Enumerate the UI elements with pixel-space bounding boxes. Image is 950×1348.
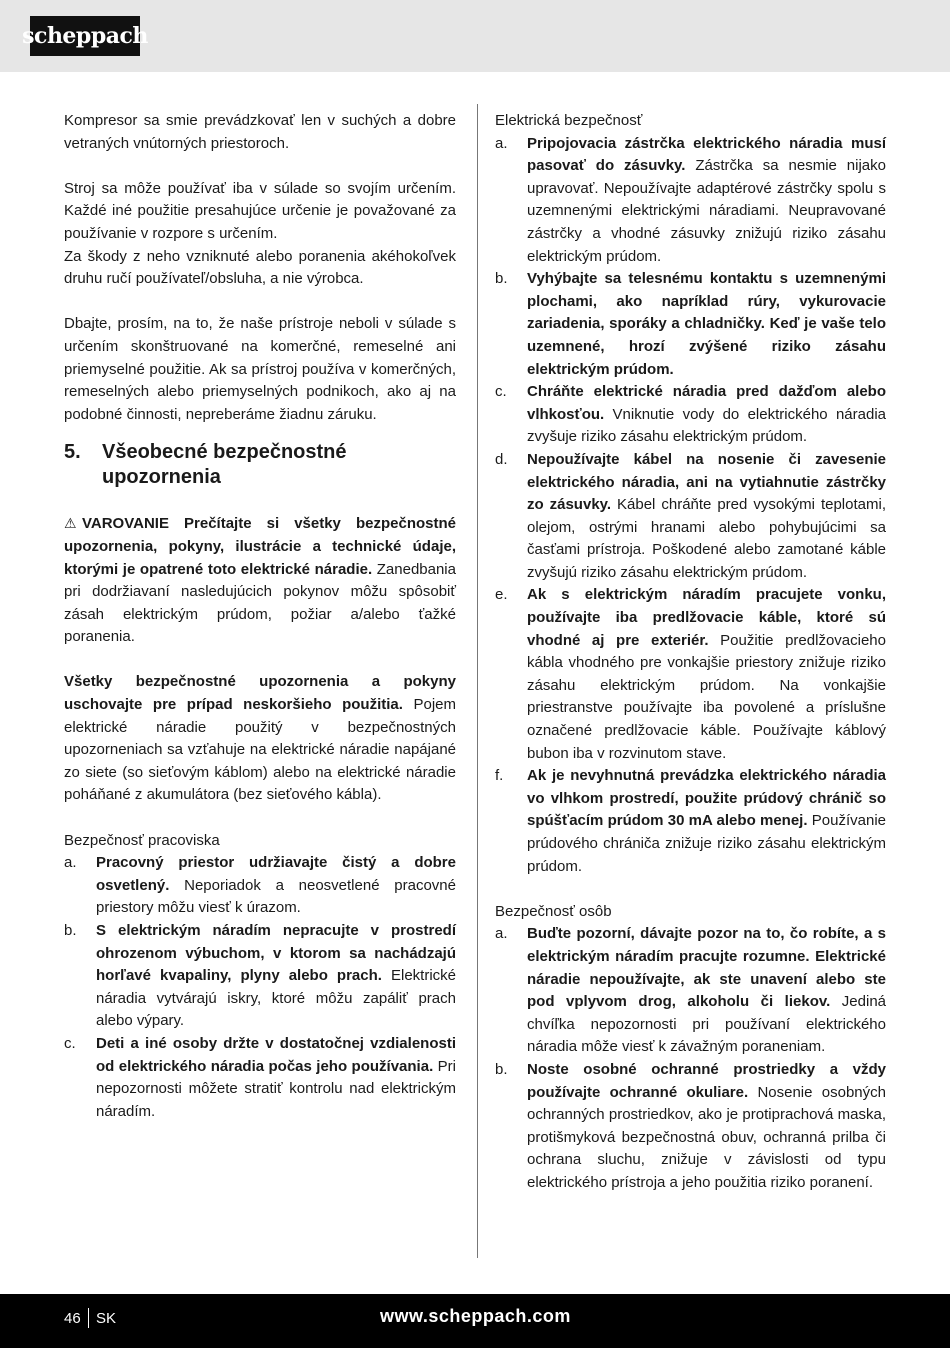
footer-band (0, 1294, 950, 1348)
list-item-bold: Nepoužívajte kábel na nosenie či zavesenie elektrického náradia, ani na vytiahnutie zástrčky zo zásuvky. (527, 450, 886, 514)
paragraph-intended-use: Stroj sa môže používať iba v súlade so svojím určením. Každé iné použitie presahujúce určenie je považované za používanie v rozpore s určením. (64, 179, 456, 242)
list-item-letter: b. (495, 270, 508, 288)
workplace-safety-list (64, 852, 456, 1123)
list-item (495, 923, 886, 1059)
header-band (0, 0, 950, 72)
warning-triangle-icon: ⚠ (64, 515, 77, 532)
electrical-safety-list (495, 133, 886, 879)
list-item-letter: e. (495, 586, 508, 604)
list-item-letter: a. (64, 854, 77, 872)
personal-safety-heading: Bezpečnosť osôb (495, 902, 612, 920)
right-column (495, 110, 886, 1195)
list-item-text: Neporiadok a neosvetlené pracovné priestory môžu viesť k úrazom. (96, 876, 456, 917)
list-item (495, 584, 886, 765)
personal-safety-list (495, 923, 886, 1194)
list-item (495, 381, 886, 449)
list-item-bold: S elektrickým náradím nepracujte v prostredí ohrozenom výbuchom, v ktorom sa nachádzajú horľavé kvapaliny, plyny alebo prach. (96, 922, 456, 985)
list-item-text: Nosenie osobných ochranných prostriedkov, ako je protiprachová maska, protišmyková bezpečnostná obuv, ochranná prilba či ochrana sluchu, znižuje v závislosti od typu elektrického prístroja a jeho použitia riziko poranení. (527, 1083, 886, 1191)
paragraph-indoor-use: Kompresor sa smie prevádzkovať len v suchých a dobre vetraných vnútorných priestoroch. (64, 112, 456, 152)
list-item (495, 268, 886, 381)
list-item-letter: f. (495, 767, 504, 785)
list-item-text: Kábel chráňte pred vysokými teplotami, olejom, ostrými hranami alebo pohybujúcimi sa časťami prístroja. Poškodené alebo zamotané káble zvyšujú riziko zásahu elektrickým prúdom. (527, 496, 886, 581)
section-number: 5. (64, 441, 81, 464)
paragraph-commercial-use: Dbajte, prosím, na to, že naše prístroje neboli v súlade s určením skonštruované na komerčné, remeselné ani priemyselné použitie. Ak sa prístroj používa v komerčných, remeselných alebo priemyselných podnikoch, ako aj na podobné činnosti, nepreberáme žiadnu záruku. (64, 315, 456, 423)
scheppach-logo: scheppach (30, 16, 140, 56)
list-item-bold: Vyhýbajte sa telesnému kontaktu s uzemnenými plochami, ako napríklad rúry, vykurovacie zariadenia, sporáky a chladničky. Keď je vaše telo uzemnené, hrozí zvýšené riziko zásahu elektrickým prúdom. (527, 270, 886, 378)
list-item-bold: Noste osobné ochranné prostriedky a vždy používajte ochranné okuliare. (527, 1060, 886, 1101)
section-heading (64, 440, 456, 490)
list-item (495, 449, 886, 585)
list-item (495, 133, 886, 269)
keep-instructions-paragraph (64, 671, 456, 807)
left-column (64, 110, 456, 1123)
list-item-text: Používanie prúdového chrániča znižuje riziko zásahu elektrickým prúdom. (527, 812, 886, 875)
list-item-bold: Chráňte elektrické náradia pred dažďom alebo vlhkosťou. (527, 383, 886, 423)
list-item-letter: b. (64, 922, 77, 939)
list-item-text: Elektrické náradia vytvárajú iskry, ktoré môžu zapáliť prach alebo výpary. (96, 967, 456, 1030)
list-item-text: Jediná chvíľka nepozornosti pri používaní elektrického náradia môže viesť k závažným poraneniam. (527, 993, 886, 1056)
list-item (64, 920, 456, 1033)
warning-bold-text: VAROVANIE Prečítajte si všetky bezpečnostné upozornenia, pokyny, ilustrácie a technické údaje, ktorými je opatrené toto elektrické náradie. (64, 515, 456, 578)
list-item-bold: Pripojovacia zástrčka elektrického náradia musí pasovať do zásuvky. (527, 134, 886, 175)
list-item-letter: c. (495, 383, 507, 401)
list-item-bold: Ak s elektrickým náradím pracujete vonku, používajte iba predlžovacie káble, ktoré sú vhodné aj pre exteriér. (527, 586, 886, 649)
list-item-bold: Ak je nevyhnutná prevádzka elektrického náradia vo vlhkom prostredí, použite prúdový chránič so spúšťacím prúdom 30 mA alebo menej. (527, 767, 886, 830)
list-item-text: Vniknutie vody do elektrického náradia zvyšuje riziko zásahu elektrickým prúdom. (527, 405, 886, 446)
list-item-letter: c. (64, 1034, 76, 1052)
language-code: SK (96, 1310, 117, 1327)
electrical-safety-heading: Elektrická bezpečnosť (495, 112, 643, 129)
list-item (64, 1033, 456, 1123)
list-item-bold: Buďte pozorní, dávajte pozor na to, čo robíte, a s elektrickým náradím pracujte rozumne. Elektrické náradie nepoužívajte, ak ste unavení alebo ste pod vplyvom drog, alkoholu či liekov. (527, 925, 886, 1011)
warning-text: Zanedbania pri dodržiavaní nasledujúcich pokynov môžu spôsobiť zásah elektrickým prúdom, požiar a/alebo ťažké poranenia. (64, 560, 456, 646)
list-item-bold: Pracovný priestor udržiavajte čistý a dobre osvetlený. (96, 854, 456, 894)
list-item-bold: Deti a iné osoby držte v dostatočnej vzdialenosti od elektrického náradia počas jeho používania. (96, 1034, 456, 1075)
list-item-text: Pri nepozornosti môžete stratiť kontrolu nad elektrickým náradím. (96, 1057, 457, 1120)
list-item (495, 765, 886, 878)
website-link[interactable]: www.scheppach.com (380, 1306, 571, 1326)
keep-instructions-bold: Všetky bezpečnostné upozornenia a pokyny uschovajte pre prípad neskoršieho použitia. (64, 673, 456, 714)
list-item-letter: b. (495, 1060, 508, 1078)
paragraph-liability: Za škody z neho vzniknuté alebo poranenia akéhokoľvek druhu ručí používateľ/obsluha, a nie výrobca. (64, 247, 456, 288)
keep-instructions-text: Pojem elektrické náradie použitý v bezpečnostných upozorneniach sa vzťahuje na elektrické náradie napájané zo siete (so sieťovým káblom) alebo na elektrické náradie poháňané z akumulátora (bez sieťového kábla). (64, 696, 456, 804)
footer-separator (88, 1308, 89, 1328)
list-item-letter: a. (495, 925, 508, 943)
list-item-letter: a. (495, 134, 508, 152)
list-item-text: Zástrčka sa nesmie nijako upravovať. Nepoužívajte adaptérové zástrčky spolu s uzemnenými elektrickými náradiami. Neupravované zástrčky a vhodné zásuvky znižujú riziko zásahu elektrickým prúdom. (527, 157, 886, 265)
page-number: 46 (64, 1310, 81, 1327)
list-item (495, 1059, 886, 1195)
section-title: Všeobecné bezpečnostné upozornenia (102, 441, 347, 489)
workplace-safety-heading: Bezpečnosť pracoviska (64, 831, 220, 849)
warning-paragraph (64, 512, 456, 649)
column-divider (477, 104, 478, 1258)
list-item-text: Použitie predlžovacieho kábla vhodného pre vonkajšie priestory znižuje riziko zásahu elektrickým prúdom. Na vonkajšie priestranstve používajte iba povolené a príslušne označené predlžovacie káble. Používajte káblový bubon iba v rozvinutom stave. (527, 631, 886, 762)
list-item-letter: d. (495, 450, 508, 468)
list-item (64, 852, 456, 920)
